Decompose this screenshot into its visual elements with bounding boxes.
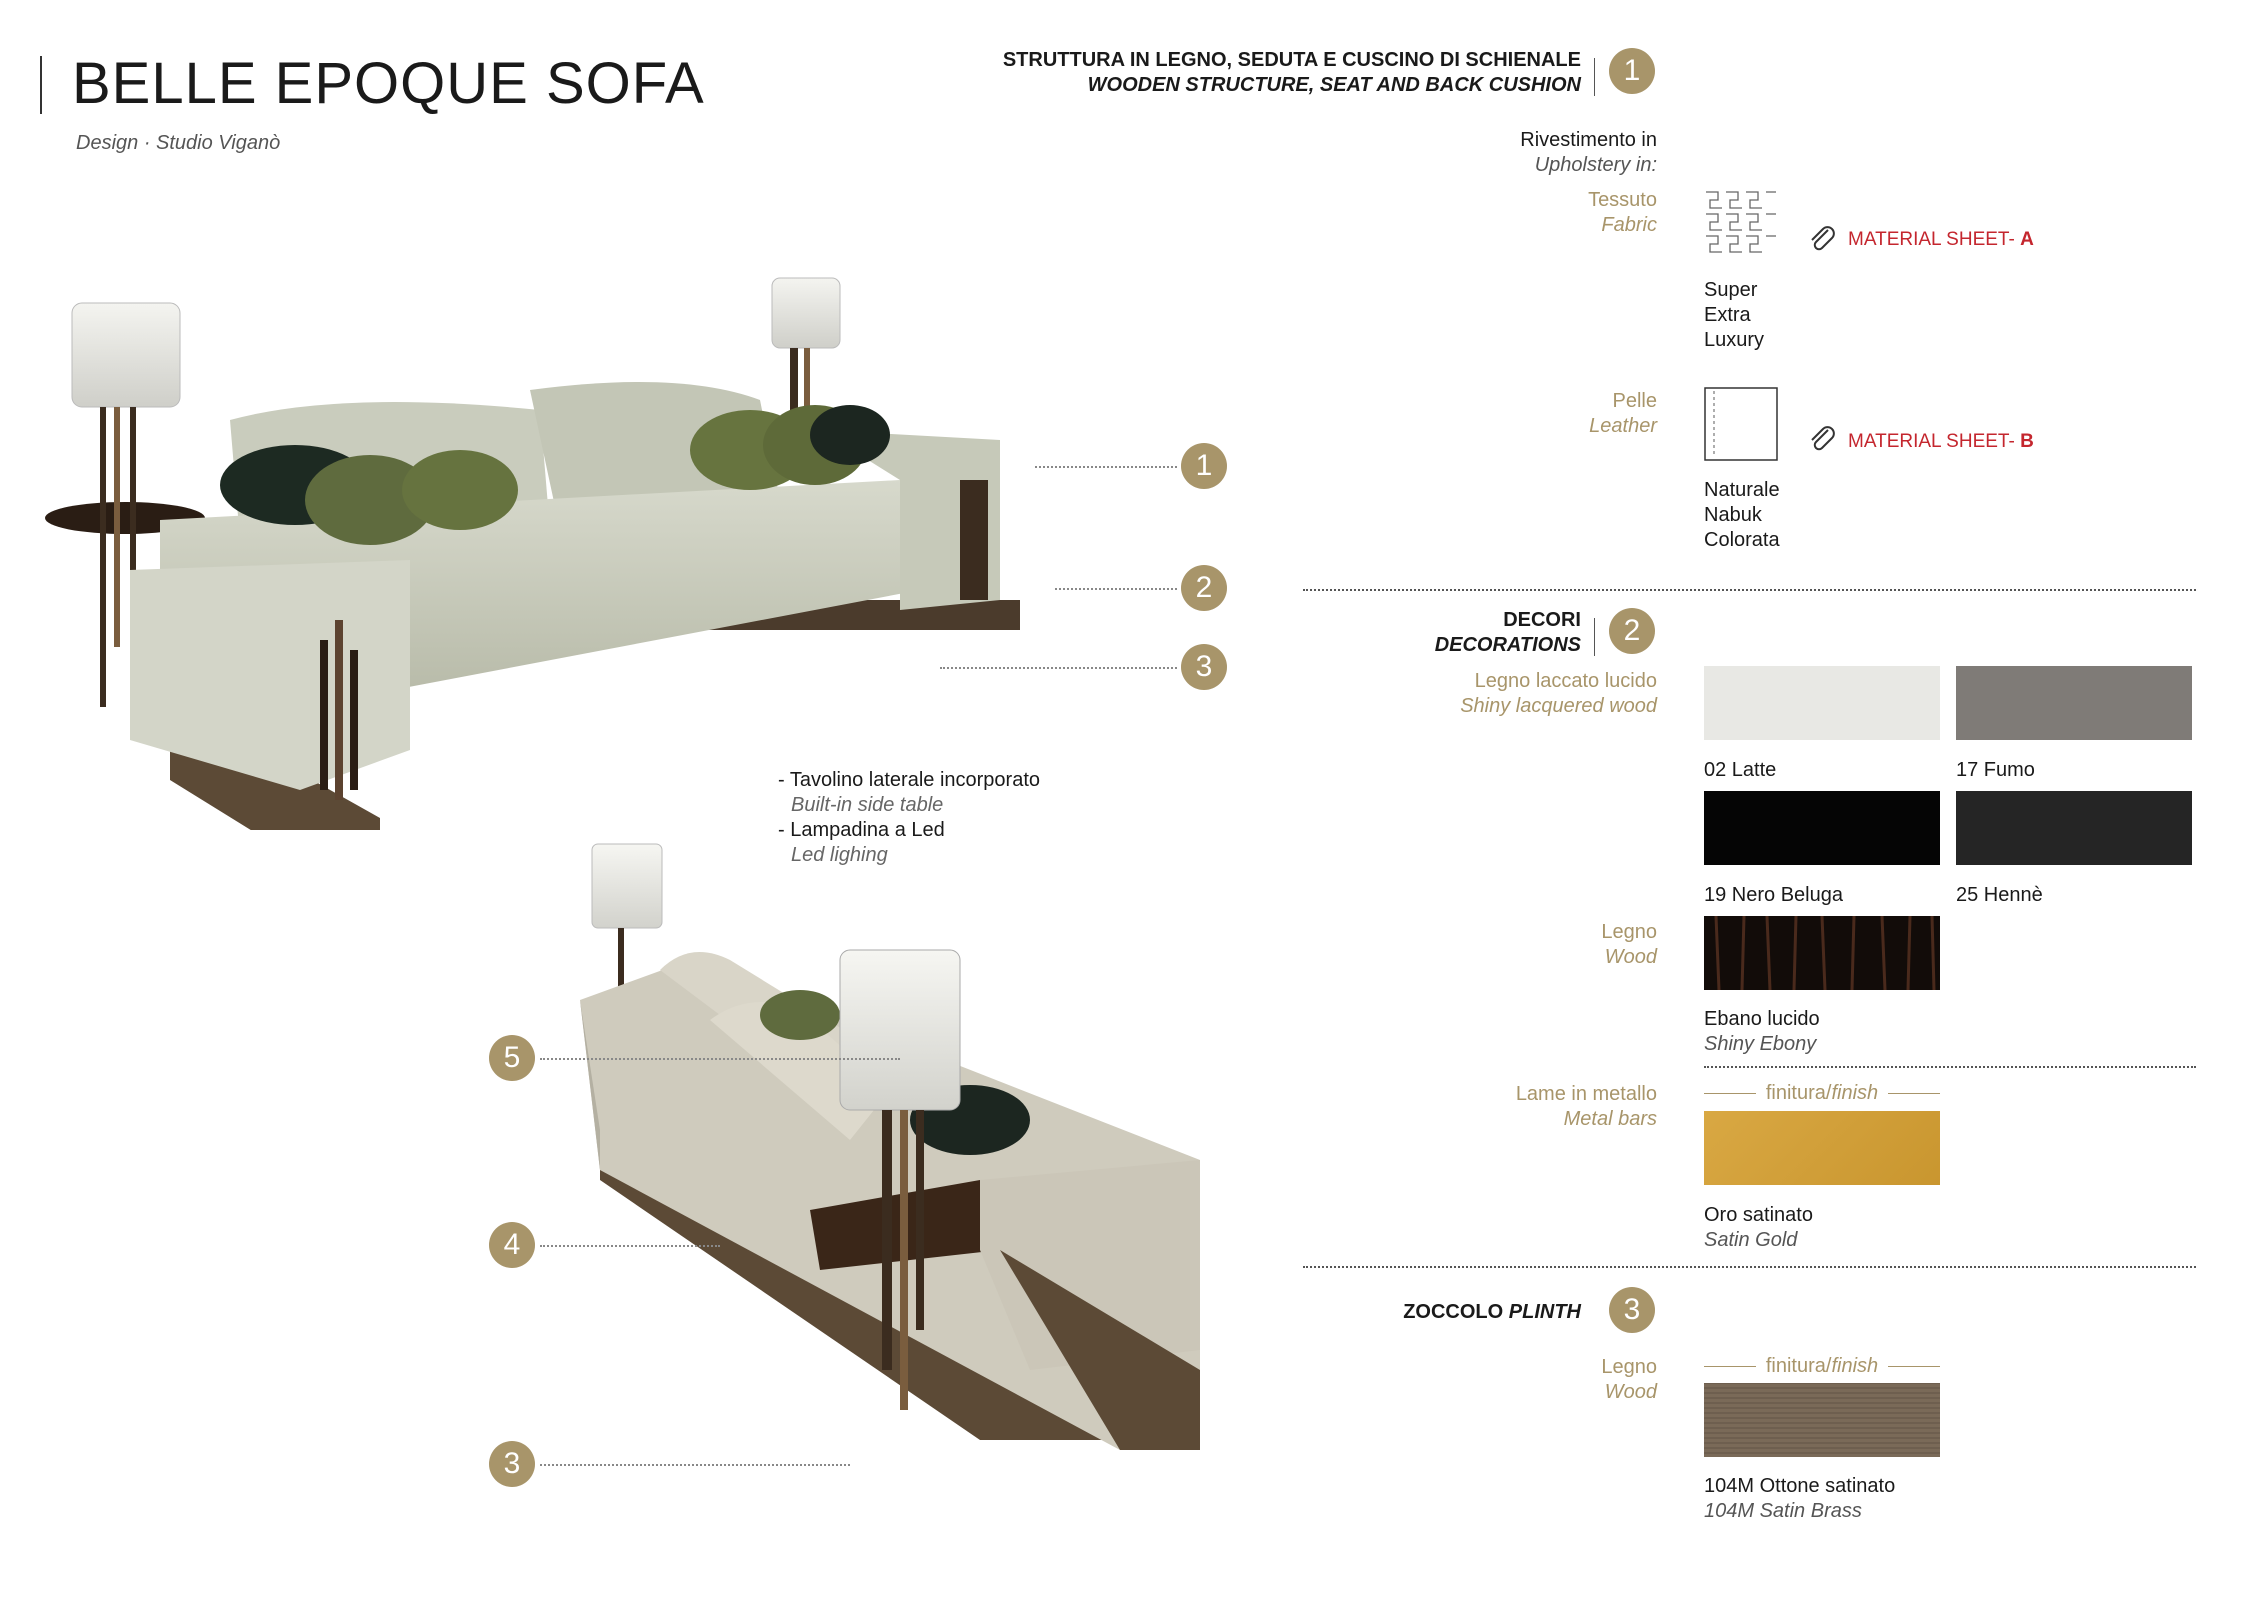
section-divider [1303, 589, 2196, 591]
fabric-label-en: Fabric [1601, 214, 1657, 236]
title-accent-bar [40, 56, 42, 114]
section1-badge: 1 [1609, 48, 1655, 94]
wood-label-en: Wood [1604, 946, 1657, 968]
section3-badge: 3 [1609, 1287, 1655, 1333]
material-sheet-a-link[interactable] [1848, 229, 2034, 251]
metal-label [1516, 1082, 1657, 1132]
leather-label-en: Leather [1589, 415, 1657, 437]
section1-title-en: WOODEN STRUCTURE, SEAT AND BACK CUSHION [1087, 74, 1581, 96]
material-sheet-b-link[interactable] [1848, 431, 2034, 453]
section1-heading [1003, 48, 1581, 98]
metal-label-it: Lame in metallo [1515, 1083, 1657, 1105]
material-sheet-letter: A [2020, 229, 2034, 250]
callout-badge-5: 5 [489, 1035, 535, 1081]
plinth-wood-label-en: Wood [1604, 1381, 1657, 1403]
feature-item-it: - Tavolino laterale incorporato [778, 769, 1041, 791]
callout-badge-3: 3 [1181, 644, 1227, 690]
satin-brass-caption-it: 104M Ottone satinato [1704, 1475, 1896, 1497]
page-title: BELLE EPOQUE SOFA [72, 51, 705, 116]
feature-item-en: Built-in side table [791, 794, 944, 816]
fabric-caption-line: Super [1704, 279, 1758, 301]
ebony-caption-en: Shiny Ebony [1704, 1033, 1817, 1055]
satin-gold-caption-en: Satin Gold [1704, 1229, 1798, 1251]
upholstery-label [1520, 128, 1657, 178]
paperclip-icon [1808, 424, 1838, 454]
plinth-wood-label [1601, 1355, 1657, 1405]
wood-label-it: Legno [1601, 921, 1657, 943]
metal-label-en: Metal bars [1563, 1108, 1657, 1130]
swatch-satin-gold[interactable] [1704, 1111, 1940, 1185]
callout-line-5 [540, 1058, 900, 1060]
lacquered-label-it: Legno laccato lucido [1474, 670, 1657, 692]
metal-finish-heading [1704, 1082, 1940, 1105]
fabric-pattern-icon [1704, 186, 1778, 260]
section3-title-it: ZOCCOLO [1403, 1301, 1504, 1323]
callout-line-3b [540, 1464, 850, 1466]
leather-caption-line: Colorata [1704, 529, 1780, 551]
callout-line-3 [940, 667, 1177, 669]
fabric-caption [1704, 278, 1764, 353]
swatch-fumo-label: 17 Fumo [1956, 759, 2035, 781]
material-sheet-letter: B [2020, 431, 2034, 452]
leather-label-it: Pelle [1612, 390, 1657, 412]
material-sheet-prefix: MATERIAL SHEET- [1848, 431, 2021, 452]
satin-brass-caption-en: 104M Satin Brass [1704, 1500, 1862, 1522]
lacquered-label-en: Shiny lacquered wood [1460, 695, 1657, 717]
plinth-finish-heading [1704, 1355, 1940, 1378]
section2-heading [1435, 608, 1581, 658]
callout-badge-4: 4 [489, 1222, 535, 1268]
swatch-henne-label: 25 Hennè [1956, 884, 2043, 906]
material-sheet-prefix: MATERIAL SHEET- [1848, 229, 2021, 250]
swatch-latte[interactable] [1704, 666, 1940, 740]
fabric-caption-line: Extra [1704, 304, 1751, 326]
ebony-caption-it: Ebano lucido [1704, 1008, 1820, 1030]
leather-label [1589, 389, 1657, 439]
callout-badge-3b: 3 [489, 1441, 535, 1487]
leather-caption-line: Nabuk [1704, 504, 1762, 526]
swatch-nero-beluga-label: 19 Nero Beluga [1704, 884, 1843, 906]
swatch-latte-label: 02 Latte [1704, 759, 1777, 781]
satin-gold-caption-it: Oro satinato [1704, 1204, 1813, 1226]
section2-divider [1594, 618, 1595, 656]
section3-title-en: PLINTH [1508, 1301, 1581, 1323]
callout-badge-1: 1 [1181, 443, 1227, 489]
swatch-satin-brass[interactable] [1704, 1383, 1940, 1457]
satin-gold-caption [1704, 1203, 1813, 1253]
fabric-label-it: Tessuto [1588, 189, 1657, 211]
callout-line-1 [1035, 466, 1177, 468]
section2-title-en: DECORATIONS [1434, 634, 1581, 656]
satin-brass-caption [1704, 1474, 1895, 1524]
designer-credit: Design · Studio Viganò [76, 132, 281, 154]
swatch-fumo[interactable] [1956, 666, 2192, 740]
leather-caption-line: Naturale [1704, 479, 1780, 501]
section-divider [1303, 1266, 2196, 1268]
swatch-ebony[interactable] [1704, 916, 1940, 990]
feature-item-it: - Lampadina a Led [778, 819, 945, 841]
paperclip-icon [1808, 224, 1838, 254]
upholstery-label-it: Rivestimento in [1520, 129, 1657, 151]
section2-badge: 2 [1609, 608, 1655, 654]
callout-line-2 [1055, 588, 1177, 590]
section3-heading [1403, 1300, 1581, 1325]
finish-it: finitura/ [1765, 1355, 1832, 1377]
finish-en: finish [1831, 1082, 1879, 1104]
sofa-back-view-image [560, 830, 1210, 1520]
upholstery-label-en: Upholstery in: [1534, 154, 1657, 176]
callout-line-4 [540, 1245, 720, 1247]
plinth-wood-label-it: Legno [1601, 1356, 1657, 1378]
leather-caption [1704, 478, 1780, 553]
callout-badge-2: 2 [1181, 565, 1227, 611]
section2-title-it: DECORI [1503, 609, 1581, 631]
fabric-label [1588, 188, 1657, 238]
section1-divider [1594, 58, 1595, 96]
wood-label [1601, 920, 1657, 970]
ebony-caption [1704, 1007, 1820, 1057]
leather-swatch-icon [1704, 387, 1778, 461]
fabric-caption-line: Luxury [1704, 329, 1765, 351]
sofa-front-view-image [40, 270, 1040, 830]
section1-title-it: STRUTTURA IN LEGNO, SEDUTA E CUSCINO DI SCHIENALE [1002, 49, 1581, 71]
feature-item-en: Led lighing [791, 844, 888, 866]
swatch-nero-beluga[interactable] [1704, 791, 1940, 865]
lacquered-label [1460, 669, 1657, 719]
finish-it: finitura/ [1765, 1082, 1832, 1104]
finish-en: finish [1831, 1355, 1879, 1377]
subsection-divider [1704, 1066, 2196, 1068]
swatch-henne[interactable] [1956, 791, 2192, 865]
